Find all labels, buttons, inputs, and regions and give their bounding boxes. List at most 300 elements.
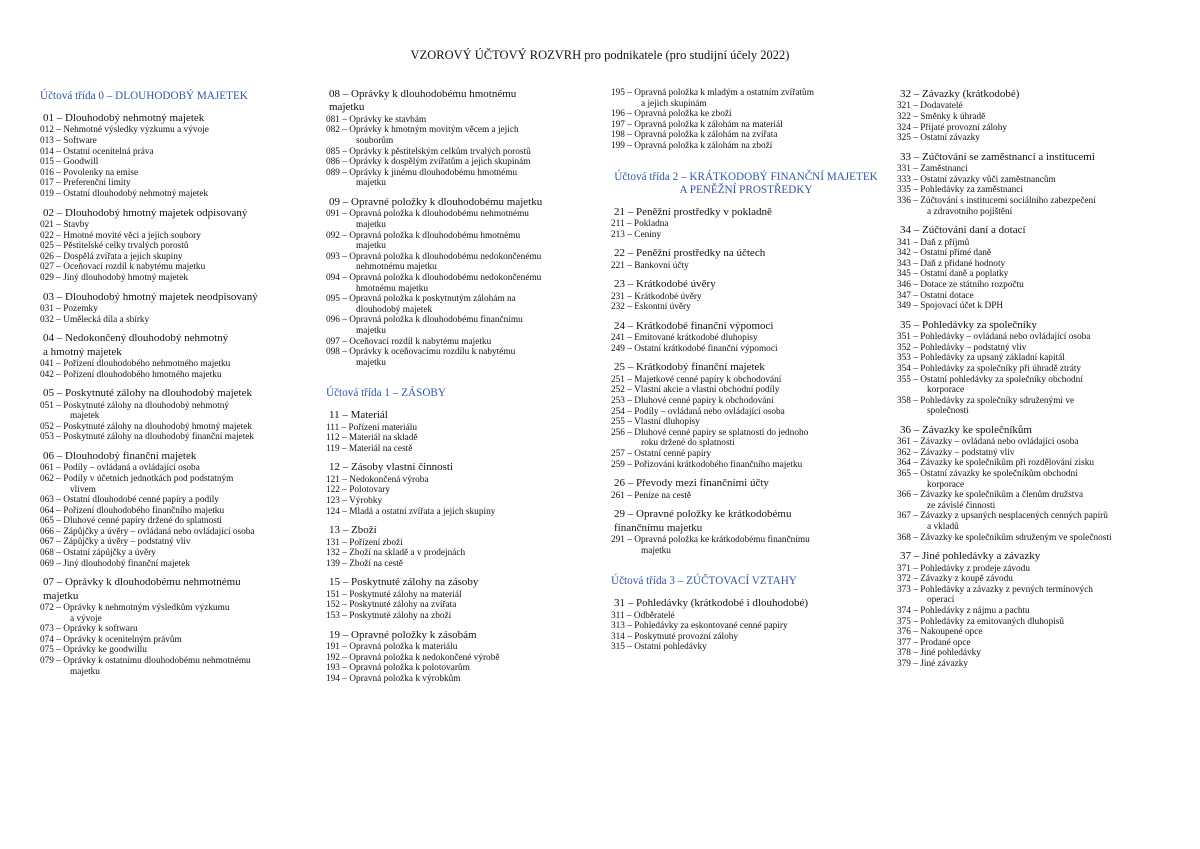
account-label: 082 – Oprávky k hmotným movitým věcem a jejich — [326, 125, 519, 136]
account-item — [326, 209, 594, 230]
account-item — [897, 291, 1167, 302]
account-label-continued: dlouhodobý majetek — [356, 304, 433, 315]
account-label: 021 – Stavby — [40, 219, 90, 230]
account-label: 342 – Ostatní přímé daně — [897, 248, 991, 259]
account-label: 259 – Pořizování krátkodobého finančního majetku — [611, 459, 803, 470]
account-item — [897, 269, 1167, 280]
account-label-continued: a jejich skupinám — [641, 98, 707, 109]
account-label: 097 – Oceňovací rozdíl k nabytému majetku — [326, 336, 492, 347]
account-class-heading: Účtová třída 0 – DLOUHODOBÝ MAJETEK — [40, 90, 248, 102]
account-label-continued: operací — [927, 595, 955, 606]
account-group — [326, 576, 594, 621]
account-item — [326, 315, 594, 336]
account-label: 075 – Oprávky ke goodwillu — [40, 645, 147, 656]
account-item — [326, 423, 594, 434]
account-label: 093 – Opravná položka k dlouhodobému nedokončenému — [326, 251, 542, 262]
account-group — [897, 319, 1167, 417]
account-label: 122 – Polotovary — [326, 485, 391, 496]
account-label: 321 – Dodavatelé — [897, 101, 963, 112]
account-label-continued: ze závislé činnosti — [927, 500, 996, 511]
account-item — [40, 231, 315, 242]
account-label: 377 – Prodané opce — [897, 637, 971, 648]
account-item — [897, 196, 1167, 217]
account-item — [611, 428, 881, 449]
account-label: 362 – Závazky – podstatný vliv — [897, 447, 1015, 458]
account-label: 355 – Ostatní pohledávky za společníky obchodní — [897, 374, 1083, 385]
account-group — [611, 320, 881, 355]
group-heading: 02 – Dlouhodobý hmotný majetek odpisovaný — [43, 206, 248, 219]
account-item — [40, 136, 315, 147]
account-label: 065 – Dluhové cenné papíry držené do splatnosti — [40, 516, 223, 527]
account-item — [40, 178, 315, 189]
account-label: 096 – Opravná položka k dlouhodobému finančnímu — [326, 315, 523, 326]
account-label: 375 – Pohledávky za emitovaných dluhopisů — [897, 616, 1065, 627]
account-label: 191 – Opravná položka k materiálu — [326, 642, 458, 653]
account-item — [40, 252, 315, 263]
account-item — [40, 241, 315, 252]
account-item — [326, 642, 594, 653]
account-label: 322 – Směnky k úhradě — [897, 112, 986, 122]
account-item — [611, 417, 881, 428]
account-label: 017 – Preferenční limity — [40, 178, 131, 189]
account-item — [611, 302, 881, 313]
account-label: 254 – Podíly – ovládaná nebo ovládající osoba — [611, 406, 785, 417]
account-group — [40, 207, 315, 284]
account-label: 352 – Pohledávky – podstatný vliv — [897, 342, 1027, 353]
account-label-continued: majetku — [356, 325, 386, 336]
account-group — [897, 550, 1167, 669]
account-item — [611, 385, 881, 396]
account-group — [40, 576, 315, 677]
account-item — [40, 537, 315, 548]
account-label: 314 – Poskytnuté provozní zálohy — [611, 631, 739, 642]
page-title: VZOROVÝ ÚČTOVÝ ROZVRH pro podnikatele (pro studijní účely 2022) — [410, 48, 790, 62]
account-label-continued: majetku — [356, 219, 386, 230]
account-item — [897, 606, 1167, 617]
account-item — [611, 449, 881, 460]
group-heading: 03 – Dlouhodobý hmotný majetek neodpisovaný — [43, 290, 258, 303]
account-item — [897, 638, 1167, 649]
account-label: 153 – Poskytnuté zálohy na zboží — [326, 611, 452, 622]
account-label: 251 – Majetkové cenné papíry k obchodování — [611, 374, 782, 385]
account-item — [897, 458, 1167, 469]
account-group — [326, 461, 594, 517]
account-group — [40, 291, 315, 326]
account-label: 371 – Pohledávky z prodeje závodu — [897, 563, 1030, 574]
group-heading: 22 – Peněžní prostředky na účtech — [614, 247, 766, 260]
account-group — [611, 361, 881, 470]
account-group — [897, 151, 1167, 217]
account-class-heading: Účtová třída 1 – ZÁSOBY — [326, 387, 446, 400]
group-heading: 33 – Zúčtování se zaměstnanci a institucemi — [900, 150, 1095, 163]
account-item — [326, 157, 594, 168]
account-item — [897, 448, 1167, 459]
account-item — [897, 343, 1167, 354]
account-item — [611, 141, 881, 152]
account-item — [897, 574, 1167, 585]
account-label: 372 – Závazky z koupě závodu — [897, 574, 1013, 585]
account-item — [897, 375, 1167, 396]
account-label: 361 – Závazky – ovládaná nebo ovládající osoba — [897, 437, 1079, 448]
group-heading: a hmotný majetek — [43, 345, 122, 358]
group-heading: 34 – Zúčtování daní a dotací — [900, 224, 1026, 237]
column-2 — [326, 88, 594, 691]
account-item — [40, 273, 315, 284]
account-item — [897, 564, 1167, 575]
group-heading: 31 – Pohledávky (krátkodobé i dlouhodobé) — [614, 597, 808, 610]
account-item — [611, 219, 881, 230]
account-item — [611, 130, 881, 141]
account-item — [326, 538, 594, 549]
account-label: 331 – Zaměstnanci — [897, 164, 968, 175]
group-heading: 07 – Oprávky k dlouhodobému nehmotnému — [43, 576, 241, 589]
account-label: 064 – Pořízení dlouhodobého finančního majetku — [40, 505, 225, 516]
section-spacer — [326, 375, 594, 385]
account-item — [326, 444, 594, 455]
account-label: 095 – Opravná položka k poskytnutým zálohám na — [326, 294, 516, 305]
account-label-continued: a vkladů — [927, 522, 959, 533]
group-heading: 24 – Krátkodobé finanční výpomoci — [614, 319, 774, 332]
account-item — [40, 157, 315, 168]
account-item — [326, 115, 594, 126]
account-group — [897, 224, 1167, 312]
account-item — [897, 112, 1167, 123]
account-item — [326, 600, 594, 611]
account-label: 313 – Pohledávky za eskontované cenné papíry — [611, 621, 788, 632]
account-label: 325 – Ostatní závazky — [897, 133, 980, 144]
account-group — [40, 112, 315, 200]
account-item — [897, 659, 1167, 670]
account-item — [40, 304, 315, 315]
group-heading: 01 – Dlouhodobý nehmotný majetek — [43, 112, 205, 124]
group-heading: 19 – Opravné položky k zásobám — [329, 628, 477, 641]
account-group — [611, 597, 881, 653]
account-label: 151 – Poskytnuté zálohy na materiál — [326, 589, 462, 600]
account-group — [40, 332, 315, 380]
group-heading: 09 – Opravné položky k dlouhodobému majetku — [329, 195, 543, 208]
account-label: 199 – Opravná položka k zálohám na zboží — [611, 140, 773, 151]
account-item — [40, 603, 315, 624]
group-heading: 25 – Krátkodobý finanční majetek — [614, 361, 765, 374]
account-item — [40, 359, 315, 370]
account-item — [897, 259, 1167, 270]
account-label-continued: vlivem — [70, 484, 96, 495]
account-label: 066 – Zápůjčky a úvěry – ovládaná nebo ovládající osoba — [40, 526, 255, 537]
account-group — [326, 524, 594, 569]
group-heading: 11 – Materiál — [329, 409, 388, 422]
account-item — [897, 123, 1167, 134]
account-item — [897, 533, 1167, 544]
account-label: 341 – Daň z příjmů — [897, 237, 970, 248]
account-group — [40, 450, 315, 569]
account-label: 026 – Dospělá zvířata a jejich skupiny — [40, 251, 183, 262]
account-label: 031 – Pozemky — [40, 303, 98, 314]
account-label-continued: nehmotnému majetku — [356, 262, 437, 273]
account-label: 249 – Ostatní krátkodobé finanční výpomoci — [611, 343, 778, 354]
account-label: 365 – Ostatní závazky ke společníkům obchodní — [897, 469, 1078, 480]
group-heading: 08 – Oprávky k dlouhodobému hmotnému — [329, 88, 517, 100]
account-item — [40, 370, 315, 381]
account-label: 368 – Závazky ke společníkům sdruženým ve společnosti — [897, 532, 1112, 543]
account-label-continued: majetku — [356, 178, 386, 189]
account-item — [40, 463, 315, 474]
account-label: 067 – Zápůjčky a úvěry – podstatný vliv — [40, 537, 191, 548]
account-item — [40, 516, 315, 527]
account-label: 013 – Software — [40, 136, 97, 146]
account-item — [326, 347, 594, 368]
account-item — [326, 294, 594, 315]
account-item — [326, 663, 594, 674]
account-item — [40, 548, 315, 559]
account-label-continued: majetku — [356, 241, 386, 252]
account-item — [897, 627, 1167, 638]
account-item — [611, 611, 881, 622]
account-label: 364 – Závazky ke společníkům při rozdělování zisku — [897, 458, 1094, 469]
account-label: 085 – Oprávky k pěstitelským celkům trvalých porostů — [326, 146, 531, 157]
account-item — [611, 396, 881, 407]
account-item — [326, 653, 594, 664]
account-label: 019 – Ostatní dlouhodobý nehmotný majetek — [40, 188, 209, 199]
account-label-continued: hmotnému majetku — [356, 283, 429, 294]
account-item — [897, 511, 1167, 532]
account-item — [611, 292, 881, 303]
account-label: 022 – Hmotné movité věci a jejich soubory — [40, 230, 201, 241]
account-label: 353 – Pohledávky za upsaný základní kapitál — [897, 353, 1065, 364]
account-item — [40, 262, 315, 273]
account-item — [40, 527, 315, 538]
account-item — [897, 617, 1167, 628]
account-label-continued: roku držené do splatnosti — [641, 438, 735, 449]
account-label: 131 – Pořízení zboží — [326, 537, 403, 548]
account-label: 092 – Opravná položka k dlouhodobému hmotnému — [326, 230, 521, 241]
column-1 — [40, 88, 315, 684]
account-item — [326, 548, 594, 559]
account-label: 032 – Umělecká díla a sbírky — [40, 314, 150, 325]
account-label: 311 – Odběratelé — [611, 610, 675, 621]
account-item — [326, 590, 594, 601]
account-item — [40, 422, 315, 433]
account-label: 367 – Závazky z upsaných nesplacených cenných papírů — [897, 511, 1108, 522]
account-label: 253 – Dluhové cenné papíry k obchodování — [611, 395, 774, 406]
account-label: 079 – Oprávky k ostatnímu dlouhodobému nehmotnému — [40, 656, 251, 667]
account-label: 111 – Pořízení materiálu — [326, 422, 417, 433]
account-label: 379 – Jiné závazky — [897, 658, 968, 669]
account-label: 256 – Dluhové cenné papíry se splatností do jednoho — [611, 427, 809, 438]
account-item — [40, 315, 315, 326]
account-label: 052 – Poskytnuté zálohy na dlouhodobý hmotný majetek — [40, 421, 252, 432]
account-item — [611, 344, 881, 355]
account-label-continued: korporace — [927, 479, 965, 490]
account-label: 349 – Spojovací účet k DPH — [897, 301, 1004, 312]
account-item — [40, 401, 315, 422]
account-label: 351 – Pohledávky – ovládaná nebo ovládající osoba — [897, 332, 1091, 343]
account-item — [611, 120, 881, 131]
account-item — [326, 485, 594, 496]
account-label: 152 – Poskytnuté zálohy na zvířata — [326, 600, 457, 611]
account-label: 255 – Vlastní dluhopisy — [611, 417, 700, 428]
account-label: 025 – Pěstitelské celky trvalých porostů — [40, 241, 189, 252]
account-item — [326, 674, 594, 685]
account-item — [897, 280, 1167, 291]
account-group — [611, 508, 881, 556]
account-label: 042 – Pořízení dlouhodobého hmotného majetku — [40, 369, 222, 380]
account-label: 257 – Ostatní cenné papíry — [611, 448, 712, 459]
account-label: 072 – Oprávky k nehmotným výsledkům výzkumu — [40, 603, 230, 614]
account-label: 252 – Vlastní akcie a vlastní obchodní podíly — [611, 385, 780, 396]
group-heading: 13 – Zboží — [329, 524, 377, 537]
account-label: 074 – Oprávky k ocenitelným právům — [40, 634, 182, 645]
account-label: 094 – Opravná položka k dlouhodobému nedokončenému — [326, 272, 542, 283]
group-heading: 36 – Závazky ke společníkům — [900, 423, 1032, 436]
account-label: 195 – Opravná položka k mladým a ostatním zvířatům — [611, 88, 814, 98]
account-label: 029 – Jiný dlouhodobý hmotný majetek — [40, 272, 188, 283]
account-item — [897, 648, 1167, 659]
account-item — [611, 230, 881, 241]
account-label: 124 – Mladá a ostatní zvířata a jejich skupiny — [326, 506, 496, 517]
account-group — [40, 387, 315, 443]
group-heading: 23 – Krátkodobé úvěry — [614, 278, 716, 291]
account-label: 086 – Oprávky k dospělým zvířatům a jejich skupinám — [326, 157, 531, 168]
account-label: 358 – Pohledávky za společníky sdruženými ve — [897, 395, 1075, 406]
account-label: 345 – Ostatní daně a poplatky — [897, 269, 1009, 280]
group-heading: majetku — [329, 101, 365, 114]
account-item — [611, 375, 881, 386]
account-item — [897, 185, 1167, 196]
account-label: 132 – Zboží na skladě a v prodejnách — [326, 548, 466, 559]
account-label: 123 – Výrobky — [326, 496, 383, 507]
account-label-continued: majetku — [641, 545, 671, 556]
account-label-continued: souborům — [356, 136, 394, 146]
account-label: 016 – Povolenky na emise — [40, 167, 139, 178]
account-item — [326, 475, 594, 486]
account-label: 197 – Opravná položka k zálohám na materiál — [611, 119, 783, 130]
account-label: 378 – Jiné pohledávky — [897, 648, 981, 659]
account-item — [40, 624, 315, 635]
account-label: 073 – Oprávky k softwaru — [40, 624, 138, 635]
column-3 — [611, 88, 881, 660]
account-label: 041 – Pořízení dlouhodobého nehmotného majetku — [40, 358, 231, 369]
account-item — [40, 559, 315, 570]
group-heading: 29 – Opravné položky ke krátkodobému — [614, 508, 792, 521]
account-item — [611, 88, 881, 109]
account-label: 012 – Nehmotné výsledky výzkumu a vývoje — [40, 125, 209, 136]
account-group — [611, 278, 881, 313]
account-label: 213 – Ceniny — [611, 229, 662, 240]
account-label: 089 – Oprávky k jinému dlouhodobému hmotnému — [326, 167, 518, 178]
account-item — [897, 332, 1167, 343]
group-heading: 15 – Poskytnuté zálohy na zásoby — [329, 576, 479, 589]
account-item — [897, 164, 1167, 175]
account-item — [897, 585, 1167, 606]
account-group — [611, 477, 881, 501]
account-label: 336 – Zúčtování s institucemi sociálního zabezpečení — [897, 195, 1096, 206]
account-label: 081 – Oprávky ke stavbám — [326, 114, 427, 125]
account-label: 335 – Pohledávky za zaměstnanci — [897, 185, 1023, 196]
account-item — [326, 496, 594, 507]
section-spacer — [611, 159, 881, 169]
account-label: 119 – Materiál na cestě — [326, 443, 413, 454]
account-label: 241 – Emitované krátkodobé dluhopisy — [611, 333, 758, 344]
group-heading: majetku — [43, 589, 79, 602]
account-label: 354 – Pohledávky za společníky při úhradě ztráty — [897, 363, 1082, 374]
account-label: 196 – Opravná položka ke zboží — [611, 109, 732, 120]
account-item — [326, 125, 594, 146]
account-group — [897, 88, 1167, 144]
account-item — [611, 407, 881, 418]
account-label: 068 – Ostatní zápůjčky a úvěry — [40, 548, 156, 559]
account-item — [897, 248, 1167, 259]
account-item — [40, 656, 315, 677]
account-label: 291 – Opravná položka ke krátkodobému finančnímu — [611, 534, 810, 545]
account-item — [897, 396, 1167, 417]
account-label: 376 – Nakoupené opce — [897, 627, 983, 638]
account-item — [611, 535, 881, 556]
account-item — [897, 301, 1167, 312]
account-item — [897, 364, 1167, 375]
group-heading: finančnímu majetku — [614, 521, 703, 534]
account-label-continued: korporace — [927, 385, 965, 396]
account-class-heading: Účtová třída 3 – ZÚČTOVACÍ VZTAHY — [611, 575, 797, 588]
group-heading: 35 – Pohledávky za společníky — [900, 318, 1037, 331]
account-label: 063 – Ostatní dlouhodobé cenné papíry a podíly — [40, 495, 219, 506]
account-label: 194 – Opravná položka k výrobkům — [326, 673, 461, 684]
account-label: 112 – Materiál na skladě — [326, 433, 418, 444]
account-item — [611, 109, 881, 120]
group-heading: 32 – Závazky (krátkodobé) — [900, 88, 1020, 100]
account-label-continued: a vývoje — [70, 613, 102, 624]
group-heading: 12 – Zásoby vlastní činnosti — [329, 461, 454, 474]
account-group — [326, 196, 594, 368]
account-label: 198 – Opravná položka k zálohám na zvířata — [611, 130, 778, 141]
account-label: 211 – Pokladna — [611, 218, 669, 229]
account-label-continued: a zdravotního pojištění — [927, 206, 1013, 217]
account-label-continued: společnosti — [927, 406, 969, 417]
account-item — [897, 101, 1167, 112]
account-label: 373 – Pohledávky a závazky z pevných termínových — [897, 584, 1093, 595]
account-label: 231 – Krátkodobé úvěry — [611, 291, 702, 302]
account-label: 051 – Poskytnuté zálohy na dlouhodobý nehmotný — [40, 400, 230, 411]
account-label: 015 – Goodwill — [40, 157, 99, 168]
account-item — [611, 642, 881, 653]
account-item — [326, 611, 594, 622]
account-label-continued: majetku — [356, 357, 386, 368]
group-heading: 06 – Dlouhodobý finanční majetek — [43, 449, 197, 462]
group-heading: 21 – Peněžní prostředky v pokladně — [614, 205, 772, 218]
account-item — [40, 635, 315, 646]
account-label: 027 – Oceňovací rozdíl k nabytému majetku — [40, 262, 206, 273]
account-label: 098 – Oprávky k oceňovacímu rozdílu k nabytému — [326, 347, 516, 358]
account-label: 346 – Dotace ze státního rozpočtu — [897, 279, 1024, 290]
account-item — [326, 559, 594, 570]
account-item — [897, 353, 1167, 364]
account-item — [326, 433, 594, 444]
account-label: 347 – Ostatní dotace — [897, 290, 974, 301]
account-class-heading: Účtová třída 2 – KRÁTKODOBÝ FINANČNÍ MAJETEK A PENĚŽNÍ PROSTŘEDKY — [614, 170, 878, 196]
account-label: 061 – Podíly – ovládaná a ovládající osoba — [40, 463, 200, 474]
account-item — [40, 125, 315, 136]
account-label: 139 – Zboží na cestě — [326, 558, 403, 569]
account-label: 232 – Eskontní úvěry — [611, 302, 691, 313]
account-item — [611, 261, 881, 272]
account-item — [40, 506, 315, 517]
account-item — [611, 621, 881, 632]
account-label: 121 – Nedokončená výroba — [326, 474, 429, 485]
account-label: 374 – Pohledávky z nájmu a pachtu — [897, 606, 1030, 616]
account-item — [40, 147, 315, 158]
account-label: 193 – Opravná položka k polotovarům — [326, 663, 470, 674]
account-item — [611, 491, 881, 502]
group-heading: 05 – Poskytnuté zálohy na dlouhodobý majetek — [43, 387, 252, 400]
